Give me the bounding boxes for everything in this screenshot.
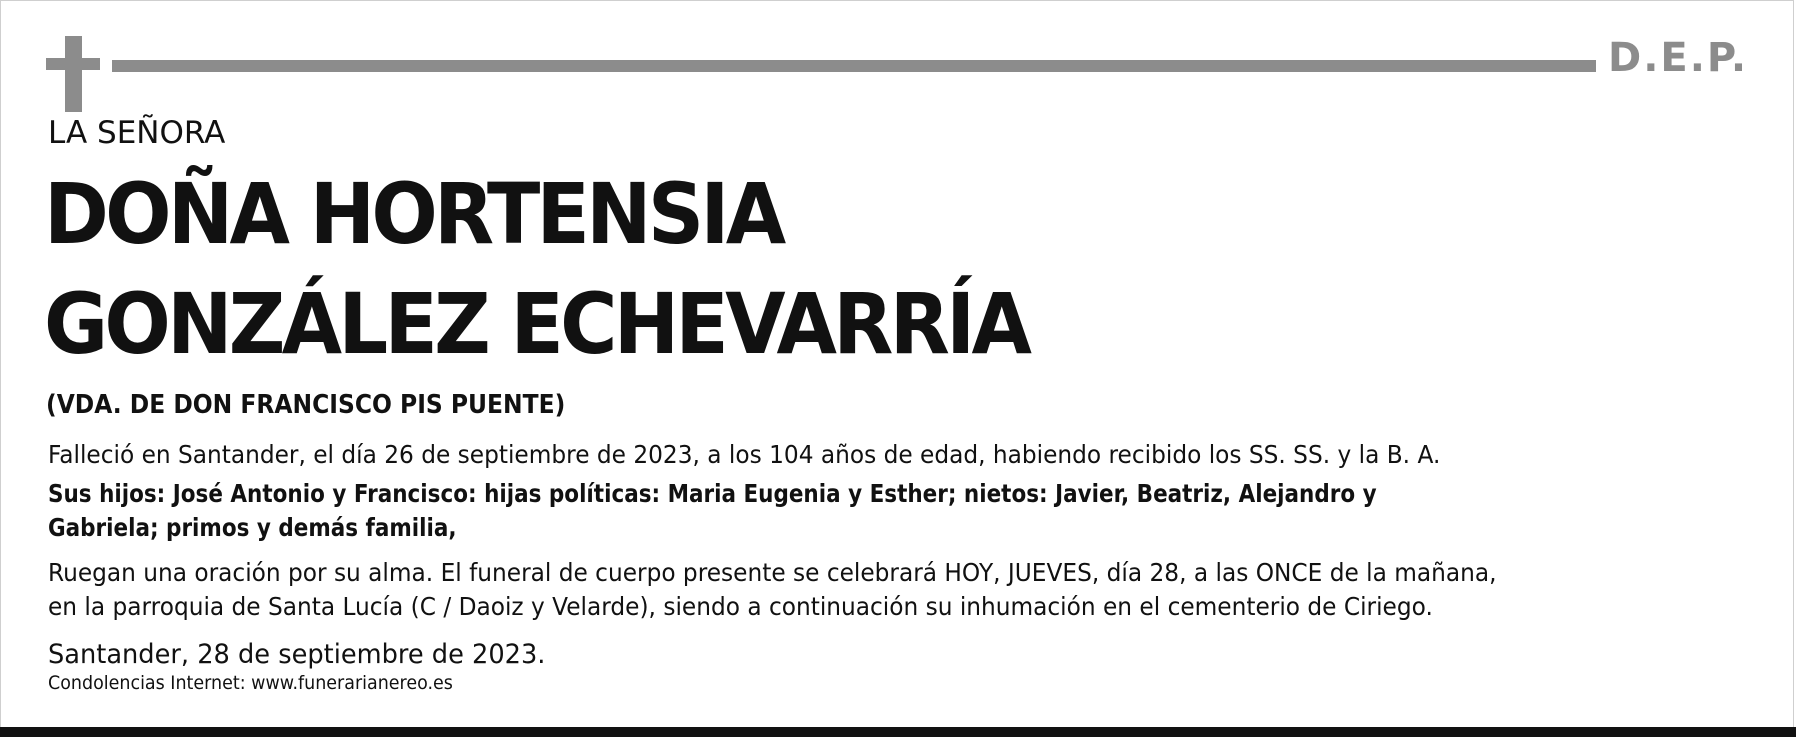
deceased-name-line-2: GONZÁLEZ ECHEVARRÍA: [44, 275, 1029, 373]
bottom-rule: [0, 727, 1796, 737]
widow-of: (VDA. DE DON FRANCISCO PIS PUENTE): [46, 390, 566, 420]
cross-vertical-bar: [65, 36, 82, 112]
condolences-link[interactable]: Condolencias Internet: www.funerarianereo.es: [48, 672, 453, 694]
header-rule: [112, 60, 1596, 72]
death-text: Falleció en Santander, el día 26 de septiembre de 2023, a los 104 años de edad, habiendo recibido los SS. SS. y la B. A.: [48, 440, 1441, 469]
cross-horizontal-bar: [46, 58, 100, 70]
prayer-text: Ruegan una oración por su alma. El funeral de cuerpo presente se celebrará HOY, JUEVES, día 28, a las ONCE de la mañana, en la parroquia de Santa Lucía (C / Daoiz y Velarde), siendo a continuación su inhumación en el cementerio de Ciriego.: [48, 558, 1497, 621]
place-date: Santander, 28 de septiembre de 2023.: [48, 639, 546, 670]
deceased-name-line-1: DOÑA HORTENSIA: [44, 165, 783, 263]
latin-cross-icon: [46, 36, 100, 112]
honorific: LA SEÑORA: [48, 115, 226, 151]
family-text: Sus hijos: José Antonio y Francisco: hijas políticas: Maria Eugenia y Esther; nietos: Javier, Beatriz, Alejandro y Gabriela; primos y demás familia,: [48, 479, 1377, 542]
dep-label: D.E.P.: [1608, 35, 1749, 81]
